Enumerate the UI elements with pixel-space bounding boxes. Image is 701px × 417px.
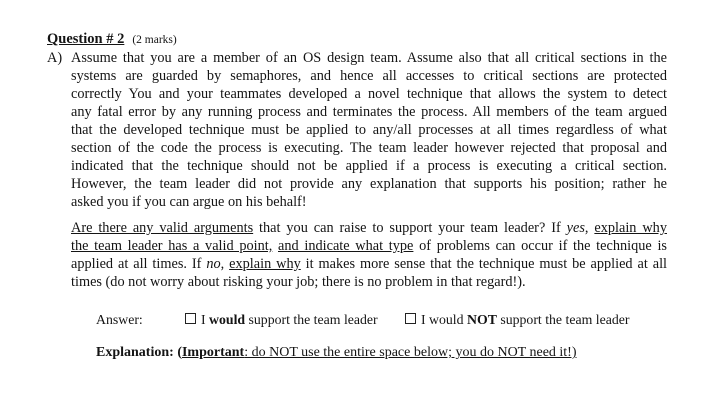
question-marks: (2 marks)	[132, 34, 177, 46]
scenario-line: indicated that the technique should not be applied if a process is executing a critical section.	[71, 158, 667, 174]
scenario-line: that the developed technique must be applied to any/all processes at all times regardless of what	[71, 122, 667, 138]
scenario-line: any fatal error by any running process and terminates the process. All members of the team argued	[71, 104, 667, 120]
scenario-line: asked you if you can argue on his behalf!	[71, 194, 307, 210]
question-paragraph	[71, 219, 667, 291]
italic-no: no	[206, 256, 221, 272]
question-line: applied at all times. If no, explain why it makes more sense that the technique must be applied at all	[71, 256, 668, 272]
question-line: the team leader has a valid point, and indicate what type of problems can occur if the technique is	[71, 238, 667, 254]
underlined-phrase: Are there any valid arguments	[71, 220, 254, 236]
answer-label: Answer:	[96, 312, 143, 327]
scenario-line: Assume that you are a member of an OS design team. Assume also that all critical sections in the	[71, 50, 667, 66]
italic-yes: yes	[566, 220, 585, 236]
scenario-paragraph	[71, 49, 667, 211]
question-line: times (do not worry about risking your job; there is no problem in that regard!).	[71, 274, 526, 290]
checkbox-not-support[interactable]	[405, 313, 416, 324]
question-title: Question # 2	[47, 31, 125, 47]
explanation-note: : do NOT use the entire space below; you do NOT need it!)	[244, 345, 577, 360]
underlined-phrase: and indicate what type	[278, 238, 414, 254]
question-line: Are there any valid arguments that you can raise to support your team leader? If yes, explain why	[71, 220, 667, 236]
important-label: Important	[181, 345, 245, 360]
underlined-phrase: explain why	[594, 220, 667, 236]
part-label: A)	[47, 50, 63, 66]
underlined-phrase: the team leader has a valid point,	[71, 238, 273, 254]
scenario-line: correctly You and your teammates developed a novel technique that allows the system to detect	[71, 86, 667, 102]
explanation-prompt: Explanation: (Important: do NOT use the entire space below; you do NOT need it!)	[96, 345, 577, 360]
option-not-support[interactable]: I would NOT support the team leader	[405, 311, 629, 329]
underlined-phrase: explain why	[229, 256, 301, 272]
scenario-line: systems are guarded by semaphores, and hence all accesses to critical sections are protected	[71, 68, 667, 84]
option-support[interactable]: I would support the team leader	[185, 311, 378, 329]
scenario-line: However, the team leader did not provide any explanation that supports his position; rather he	[71, 176, 667, 192]
explanation-label: Explanation:	[96, 345, 174, 360]
question-heading	[47, 31, 177, 48]
checkbox-support[interactable]	[185, 313, 196, 324]
scenario-line: section of the code the process is executing. The team leader however rejected that proposal and	[71, 140, 667, 156]
